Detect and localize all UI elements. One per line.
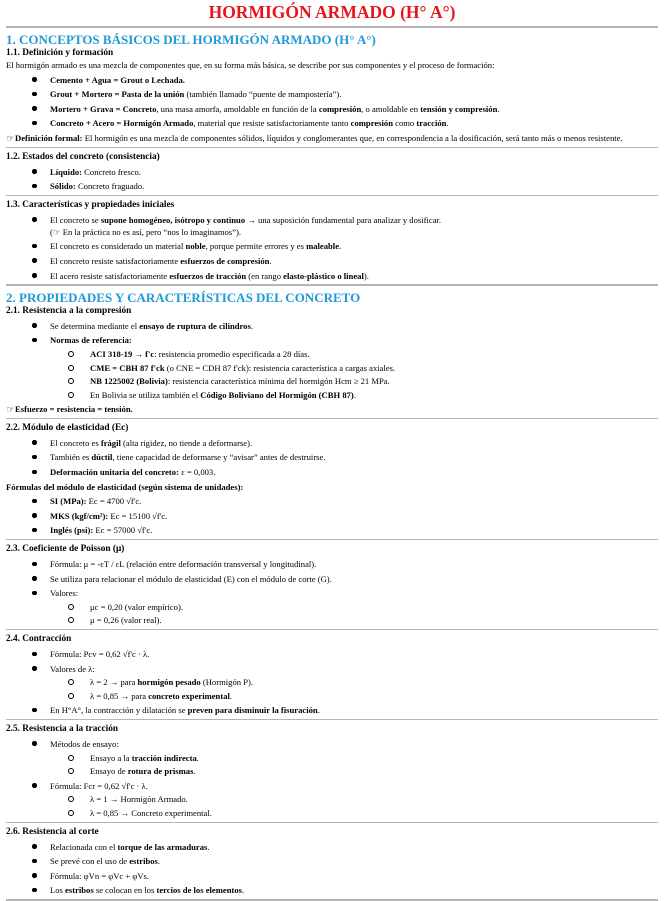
elasticity-formulas-title: Fórmulas del módulo de elasticidad (según sistema de unidades): bbox=[6, 481, 244, 492]
sublist-item: Ensayo de rotura de prismas. bbox=[68, 765, 658, 777]
test-methods-sublist bbox=[50, 752, 658, 778]
section-divider bbox=[6, 629, 658, 630]
sublist-item: λ = 0,85 → Concreto experimental. bbox=[68, 807, 658, 819]
formal-definition-note: ☞Definición formal: El hormigón es una mezcla de componentes sólidos, líquidos y conglomerantes que, en correspondencia a la dosificación, será tanto más o menos resistente. bbox=[6, 132, 623, 143]
list-item: Los estribos se colocan en los tercios de los elementos. bbox=[32, 884, 658, 896]
section-2-heading: 2. PROPIEDADES Y CARACTERÍSTICAS DEL CONCRETO bbox=[6, 290, 361, 306]
list-item: Líquido: Concreto fresco. bbox=[32, 166, 658, 178]
list-item: Mortero + Grava = Concreto, una masa amorfa, amoldable en función de la compresión, o amoldable en tensión y compresión. bbox=[32, 103, 658, 115]
list-item: Sólido: Concreto fraguado. bbox=[32, 180, 658, 192]
tension-lambda-sublist bbox=[50, 793, 658, 819]
section-2-6-heading: 2.6. Resistencia al corte bbox=[6, 826, 99, 837]
section-divider bbox=[6, 418, 658, 419]
properties-list bbox=[6, 214, 658, 282]
sublist-item: λ = 1 → Hormigón Armado. bbox=[68, 793, 658, 805]
section-divider bbox=[6, 147, 658, 148]
section-divider bbox=[6, 719, 658, 720]
section-divider bbox=[6, 822, 658, 823]
contraction-list bbox=[6, 648, 658, 716]
section-2-5-heading: 2.5. Resistencia a la tracción bbox=[6, 724, 119, 735]
list-item: Deformación unitaria del concreto: ε = 0,003. bbox=[32, 466, 658, 478]
poisson-values-sublist bbox=[50, 601, 658, 627]
list-item: Fórmula: Pcv = 0,62 √f'c · λ. bbox=[32, 648, 658, 660]
states-list bbox=[6, 166, 658, 193]
document-title: HORMIGÓN ARMADO (H° A°) bbox=[208, 2, 456, 22]
compression-list bbox=[6, 320, 658, 401]
section-divider bbox=[6, 195, 658, 196]
list-item: El concreto resiste satisfactoriamente esfuerzos de compresión. bbox=[32, 255, 658, 267]
list-item: El acero resiste satisfactoriamente esfuerzos de tracción (en rango elasto-plástico o lineal). bbox=[32, 270, 658, 282]
list-item: Inglés (psi): Ec = 57000 √f'c. bbox=[32, 524, 658, 536]
sublist-item: μ = 0,26 (valor real). bbox=[68, 614, 658, 626]
list-item: Fórmula: μ = -εT / εL (relación entre deformación transversal y longitudinal). bbox=[32, 558, 658, 570]
section-1-1-heading: 1.1. Definición y formación bbox=[6, 48, 114, 58]
list-item: Se utiliza para relacionar el módulo de elasticidad (E) con el módulo de corte (G). bbox=[32, 573, 658, 585]
lambda-values-sublist bbox=[50, 676, 658, 702]
list-item: SI (MPa): Ec = 4700 √f'c. bbox=[32, 495, 658, 507]
section-divider bbox=[6, 284, 658, 286]
list-item: El concreto es considerado un material noble, porque permite errores y es maleable. bbox=[32, 240, 658, 252]
section-1-heading: 1. CONCEPTOS BÁSICOS DEL HORMIGÓN ARMADO (H° A°) bbox=[6, 32, 376, 47]
section-1-3-heading: 1.3. Características y propiedades iniciales bbox=[6, 200, 175, 211]
list-item: El concreto se supone homogéneo, isótropo y continuo → una suposición fundamental para analizar y dosificar. (☞ En la práctica no es así, pero “nos lo imaginamos”). bbox=[32, 214, 658, 238]
list-item: También es dúctil, tiene capacidad de deformarse y “avisar” antes de destruirse. bbox=[32, 451, 658, 463]
section-2-4-heading: 2.4. Contracción bbox=[6, 634, 72, 645]
tension-list bbox=[6, 738, 658, 819]
sublist-item: μc = 0,20 (valor empírico). bbox=[68, 601, 658, 613]
list-item: Fórmula: Fcr = 0,62 √f'c · λ. λ = 1 → Hormigón Armado. λ = 0,85 → Concreto experimental. bbox=[32, 780, 658, 819]
list-item: Métodos de ensayo: Ensayo a la tracción indirecta. Ensayo de rotura de prismas. bbox=[32, 738, 658, 777]
stress-note: ☞Esfuerzo = resistencia = tensión. bbox=[6, 404, 133, 415]
elasticity-list bbox=[6, 437, 658, 478]
list-item: Se prevé con el uso de estribos. bbox=[32, 855, 658, 867]
sublist-item: CME = CBH 87 f'ck (o CNE = CDH 87 f'ck): resistencia característica a cargas axiales. bbox=[68, 362, 658, 374]
sublist-item: ACI 318-19 → f'c: resistencia promedio especificada a 28 días. bbox=[68, 348, 658, 360]
sublist-item: Ensayo a la tracción indirecta. bbox=[68, 752, 658, 764]
pointing-hand-icon: ☞ bbox=[6, 132, 15, 143]
list-item: En H°A°, la contracción y dilatación se preven para disminuir la fisuración. bbox=[32, 704, 658, 716]
formation-list bbox=[6, 74, 658, 130]
poisson-list bbox=[6, 558, 658, 626]
list-item: Valores de λ: λ = 2 → para hormigón pesado (Hormigón P). λ = 0,85 → para concreto experimental. bbox=[32, 663, 658, 702]
section-2-2-heading: 2.2. Módulo de elasticidad (Ec) bbox=[6, 423, 129, 434]
sublist-item: λ = 0,85 → para concreto experimental. bbox=[68, 690, 658, 702]
sublist-item: En Bolivia se utiliza también el Código Boliviano del Hormigón (CBH 87). bbox=[68, 389, 658, 401]
sublist-item: λ = 2 → para hormigón pesado (Hormigón P). bbox=[68, 676, 658, 688]
list-item: Se determina mediante el ensayo de ruptura de cilindros. bbox=[32, 320, 658, 332]
list-item: Concreto + Acero = Hormigón Armado, material que resiste satisfactoriamente tanto compresión como tracción. bbox=[32, 117, 658, 129]
list-item: MKS (kgf/cm²): Ec = 15100 √f'c. bbox=[32, 510, 658, 522]
shear-list bbox=[6, 841, 658, 897]
list-item: Grout + Mortero = Pasta de la unión (también llamado “puente de mampostería”). bbox=[32, 88, 658, 100]
section-1-1-intro: El hormigón armado es una mezcla de componentes que, en su forma más básica, se describe por sus componentes y el proceso de formación: bbox=[6, 60, 495, 70]
section-divider bbox=[6, 539, 658, 540]
pointing-hand-icon: ☞ bbox=[6, 404, 15, 415]
list-item: Normas de referencia: ACI 318-19 → f'c: resistencia promedio especificada a 28 días. CME = CBH 87 f'ck (o CNE = CDH 87 f'ck): resistencia característica a cargas axiales. NB 1225002 (Bolivia): resistencia característica mínima del hormigón Hcm ≥ 21 MPa. En Bolivia se utiliza también el Código Boliviano del Hormigón (CBH 87). bbox=[32, 334, 658, 400]
list-item: El concreto es frágil (alta rigidez, no tiende a deformarse). bbox=[32, 437, 658, 449]
list-item: Relacionada con el torque de las armaduras. bbox=[32, 841, 658, 853]
list-item: Cemento + Agua = Grout o Lechada. bbox=[32, 74, 658, 86]
list-item: Fórmula: φVn = φVc + φVs. bbox=[32, 870, 658, 882]
norms-sublist bbox=[50, 348, 658, 401]
list-item: Valores: μc = 0,20 (valor empírico). μ = 0,26 (valor real). bbox=[32, 587, 658, 626]
elasticity-formulas-list bbox=[6, 495, 658, 536]
title-divider bbox=[6, 26, 658, 28]
section-2-3-heading: 2.3. Coeficiente de Poisson (μ) bbox=[6, 544, 125, 555]
section-1-2-heading: 1.2. Estados del concreto (consistencia) bbox=[6, 151, 160, 162]
section-2-1-heading: 2.1. Resistencia a la compresión bbox=[6, 306, 132, 317]
sublist-item: NB 1225002 (Bolivia): resistencia característica mínima del hormigón Hcm ≥ 21 MPa. bbox=[68, 375, 658, 387]
